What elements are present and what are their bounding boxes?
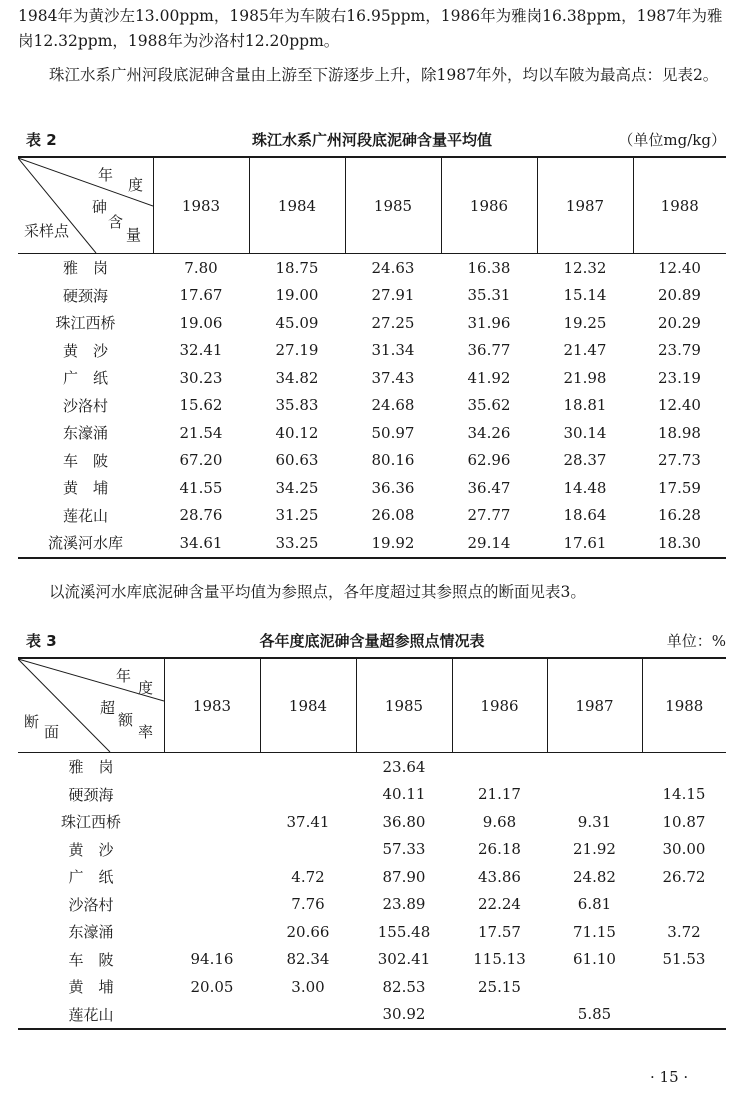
cell-value: 41.92: [467, 368, 511, 387]
row-site-name: 硬颈海: [62, 286, 108, 305]
table2-year-1987: 1987: [537, 157, 633, 254]
cell-value: 21.92: [573, 840, 616, 859]
row-site-name: 硬颈海: [68, 785, 114, 804]
table3-corner-du: 度: [138, 679, 154, 697]
cell-value: 7.76: [291, 895, 325, 914]
table-row: [18, 282, 726, 310]
cell-value: 30.23: [179, 368, 223, 387]
table2-year-1985: 1985: [345, 157, 441, 254]
table2-year-1983: 1983: [153, 157, 249, 254]
table3-caption: [18, 630, 726, 654]
table-row: [18, 973, 726, 1001]
table2-year-1988: 1988: [633, 157, 726, 254]
cell-value: 302.41: [377, 950, 431, 969]
row-site-name: 广 纸: [68, 868, 114, 887]
table2-year-1984: 1984: [249, 157, 345, 254]
cell-value: 14.15: [662, 785, 706, 804]
cell-value: [164, 863, 260, 891]
cell-value: 22.24: [478, 895, 521, 914]
row-site-name: 珠江西桥: [55, 314, 116, 333]
table-row: [18, 918, 726, 946]
cell-value: 21.17: [478, 785, 521, 804]
row-site-name: 东濠涌: [62, 424, 108, 443]
cell-value: 34.61: [179, 533, 223, 552]
cell-value: 20.66: [286, 922, 330, 941]
table2-caption: [18, 129, 726, 153]
cell-value: 31.96: [467, 313, 511, 332]
row-site-name: 东濠涌: [68, 923, 114, 942]
row-site-name: 珠江西桥: [60, 813, 121, 832]
cell-value: 28.37: [563, 451, 607, 470]
cell-value: 18.98: [658, 423, 701, 442]
cell-value: 21.47: [563, 341, 607, 360]
cell-value: 12.40: [658, 396, 701, 415]
row-site-name: 沙洛村: [62, 396, 108, 415]
cell-value: 27.19: [275, 341, 319, 360]
row-site-name: 黄 沙: [62, 341, 108, 360]
row-site-name: 莲花山: [68, 1005, 114, 1024]
table-row: [18, 753, 726, 781]
cell-value: [164, 1001, 260, 1030]
row-site-name: 黄 沙: [68, 840, 114, 859]
cell-value: 24.68: [371, 396, 415, 415]
cell-value: 27.73: [658, 451, 701, 470]
table2-unit: （单位mg/kg）: [618, 131, 726, 149]
cell-value: 3.00: [291, 977, 325, 996]
table-row: [18, 447, 726, 475]
cell-value: 37.41: [286, 812, 330, 831]
table-row: [18, 502, 726, 530]
cell-value: 36.77: [467, 341, 511, 360]
table-row: [18, 863, 726, 891]
cell-value: 19.92: [371, 533, 415, 552]
row-site-name: 广 纸: [62, 369, 108, 388]
table2-header-row: [18, 157, 726, 254]
table-row: [18, 1001, 726, 1030]
cell-value: [164, 753, 260, 781]
table3-title: 各年度底泥砷含量超参照点情况表: [259, 632, 485, 650]
cell-value: 80.16: [371, 451, 415, 470]
cell-value: 18.81: [563, 396, 607, 415]
cell-value: 23.19: [658, 368, 701, 387]
cell-value: 15.14: [563, 286, 607, 305]
cell-value: [547, 753, 642, 781]
cell-value: [452, 1001, 547, 1030]
cell-value: 67.20: [179, 451, 223, 470]
cell-value: [642, 973, 726, 1001]
cell-value: 31.25: [275, 506, 319, 525]
table2-corner-shen: 砷: [92, 198, 108, 216]
cell-value: [260, 836, 356, 864]
cell-value: [547, 973, 642, 1001]
cell-value: 82.53: [382, 977, 426, 996]
cell-value: 34.25: [275, 478, 319, 497]
cell-value: 27.91: [371, 286, 415, 305]
cell-value: 21.98: [563, 368, 607, 387]
table2-corner-liang: 量: [126, 226, 142, 244]
cell-value: 24.63: [371, 258, 415, 277]
table3-header-row: [18, 658, 726, 753]
table2-arsenic-average: [18, 156, 726, 559]
cell-value: 26.08: [371, 506, 415, 525]
cell-value: 24.82: [573, 867, 616, 886]
cell-value: [547, 781, 642, 809]
cell-value: 41.55: [179, 478, 223, 497]
cell-value: 9.31: [577, 812, 612, 831]
page-number: · 15 ·: [650, 1068, 689, 1086]
trend-paragraph: 珠江水系广州河段底泥砷含量由上游至下游逐步上升，除1987年外，均以车陂为最高点：见表2。: [49, 66, 719, 84]
cell-value: 23.64: [382, 757, 426, 776]
cell-value: [260, 781, 356, 809]
row-site-name: 车 陂: [68, 950, 114, 969]
table3-corner-cell: [18, 658, 164, 753]
row-site-name: 雅 岗: [62, 259, 108, 278]
cell-value: 17.57: [478, 922, 521, 941]
table-row: [18, 392, 726, 420]
table2-number: 表 2: [26, 131, 57, 149]
cell-value: 33.25: [275, 533, 319, 552]
cell-value: [642, 891, 726, 919]
cell-value: 21.54: [179, 423, 223, 442]
cell-value: 37.43: [371, 368, 415, 387]
table2-corner-site-label: 采样点: [24, 222, 70, 240]
row-site-name: 流溪河水库: [47, 534, 123, 553]
cell-value: 28.76: [179, 506, 223, 525]
cell-value: 17.67: [179, 286, 223, 305]
table3-year-1983: 1983: [164, 658, 260, 753]
cell-value: 3.72: [667, 922, 701, 941]
table-row: [18, 529, 726, 558]
cell-value: 62.96: [467, 451, 511, 470]
cell-value: [260, 1001, 356, 1030]
cell-value: 12.32: [563, 258, 607, 277]
cell-value: 35.31: [467, 286, 511, 305]
cell-value: 7.80: [184, 258, 218, 277]
cell-value: 23.89: [382, 895, 426, 914]
table3-year-1986: 1986: [452, 658, 547, 753]
cell-value: 16.28: [658, 506, 701, 525]
cell-value: 87.90: [382, 867, 426, 886]
cell-value: [164, 836, 260, 864]
row-site-name: 车 陂: [62, 451, 108, 470]
cell-value: 19.25: [563, 313, 607, 332]
cell-value: 36.47: [467, 478, 511, 497]
cell-value: 35.83: [275, 396, 319, 415]
cell-value: 27.25: [371, 313, 415, 332]
reference-paragraph: 以流溪河水库底泥砷含量平均值为参照点，各年度超过其参照点的断面见表3。: [49, 583, 586, 601]
cell-value: 26.18: [478, 840, 521, 859]
cell-value: 9.68: [482, 812, 517, 831]
table-row: [18, 836, 726, 864]
cell-value: 82.34: [286, 950, 330, 969]
cell-value: 30.14: [563, 423, 607, 442]
cell-value: 30.00: [662, 840, 706, 859]
cell-value: 57.33: [382, 840, 426, 859]
cell-value: 19.06: [179, 313, 223, 332]
table-row: [18, 337, 726, 365]
table3-year-1985: 1985: [356, 658, 452, 753]
cell-value: [164, 808, 260, 836]
cell-value: 20.89: [658, 286, 701, 305]
cell-value: 45.09: [275, 313, 319, 332]
table3-number: 表 3: [26, 632, 57, 650]
cell-value: [642, 753, 726, 781]
cell-value: 12.40: [658, 258, 701, 277]
table3-year-1988: 1988: [642, 658, 726, 753]
cell-value: [164, 891, 260, 919]
cell-value: 23.79: [658, 341, 701, 360]
table3-corner-mian: 面: [44, 723, 60, 741]
cell-value: 25.15: [478, 977, 521, 996]
cell-value: 10.87: [662, 812, 706, 831]
cell-value: 43.86: [478, 867, 521, 886]
row-site-name: 黄 埔: [62, 479, 108, 498]
cell-value: 155.48: [377, 922, 431, 941]
table2-year-1986: 1986: [441, 157, 537, 254]
table-row: [18, 474, 726, 502]
row-site-name: 沙洛村: [68, 895, 114, 914]
cell-value: 61.10: [573, 950, 616, 969]
cell-value: [642, 1001, 726, 1030]
table3-corner-nian: 年: [116, 667, 132, 685]
table3-corner-duan: 断: [24, 713, 40, 731]
intro-paragraph-continued: 1984年为黄沙左13.00ppm，1985年为车陂右16.95ppm，1986年为雅岗16.38ppm，1987年为雅岗12.32ppm，1988年为沙洛村12.20ppm。: [18, 7, 723, 50]
row-site-name: 雅 岗: [68, 758, 114, 777]
table3-year-1987: 1987: [547, 658, 642, 753]
row-site-name: 黄 埔: [68, 978, 114, 997]
cell-value: 6.81: [577, 895, 612, 914]
cell-value: 71.15: [573, 922, 616, 941]
table2-title: 珠江水系广州河段底泥砷含量平均值: [251, 131, 492, 149]
cell-value: 31.34: [371, 341, 415, 360]
cell-value: 14.48: [563, 478, 607, 497]
cell-value: 40.12: [275, 423, 319, 442]
cell-value: [260, 753, 356, 781]
cell-value: 17.61: [563, 533, 607, 552]
cell-value: 20.05: [190, 977, 234, 996]
table-row: [18, 891, 726, 919]
cell-value: 34.26: [467, 423, 511, 442]
row-site-name: 莲花山: [62, 506, 108, 525]
table3-year-1984: 1984: [260, 658, 356, 753]
table-row: [18, 254, 726, 282]
table-row: [18, 808, 726, 836]
cell-value: [164, 781, 260, 809]
cell-value: [452, 753, 547, 781]
cell-value: 29.14: [467, 533, 511, 552]
cell-value: 19.00: [275, 286, 319, 305]
table-row: [18, 364, 726, 392]
table3-corner-e: 额: [118, 711, 134, 729]
cell-value: 60.63: [275, 451, 319, 470]
table3-exceedance-rate: [18, 657, 726, 1030]
cell-value: 36.80: [382, 812, 426, 831]
table3-corner-lv: 率: [138, 723, 154, 741]
cell-value: 5.85: [577, 1005, 612, 1024]
cell-value: 34.82: [275, 368, 319, 387]
table-row: [18, 946, 726, 974]
table2-corner-nian: 年: [98, 166, 114, 184]
cell-value: 16.38: [467, 258, 511, 277]
cell-value: 40.11: [382, 785, 426, 804]
cell-value: 26.72: [662, 867, 706, 886]
cell-value: 94.16: [190, 950, 234, 969]
table3-corner-chao: 超: [100, 699, 116, 717]
cell-value: 35.62: [467, 396, 511, 415]
cell-value: 32.41: [179, 341, 223, 360]
cell-value: 115.13: [473, 950, 526, 969]
table2-corner-du: 度: [128, 176, 144, 194]
table3-unit: 单位：%: [666, 632, 726, 650]
cell-value: 51.53: [662, 950, 706, 969]
cell-value: 18.64: [563, 506, 607, 525]
table2-corner-cell: [18, 157, 153, 254]
cell-value: 17.59: [658, 478, 701, 497]
cell-value: 20.29: [658, 313, 701, 332]
cell-value: 27.77: [467, 506, 511, 525]
cell-value: 50.97: [371, 423, 415, 442]
cell-value: 36.36: [371, 478, 415, 497]
table-row: [18, 781, 726, 809]
table-row: [18, 309, 726, 337]
table2-corner-han: 含: [108, 213, 124, 231]
table-row: [18, 419, 726, 447]
cell-value: 18.75: [275, 258, 319, 277]
cell-value: 15.62: [179, 396, 223, 415]
cell-value: [164, 918, 260, 946]
cell-value: 30.92: [382, 1005, 426, 1024]
cell-value: 4.72: [291, 867, 325, 886]
cell-value: 18.30: [658, 533, 701, 552]
